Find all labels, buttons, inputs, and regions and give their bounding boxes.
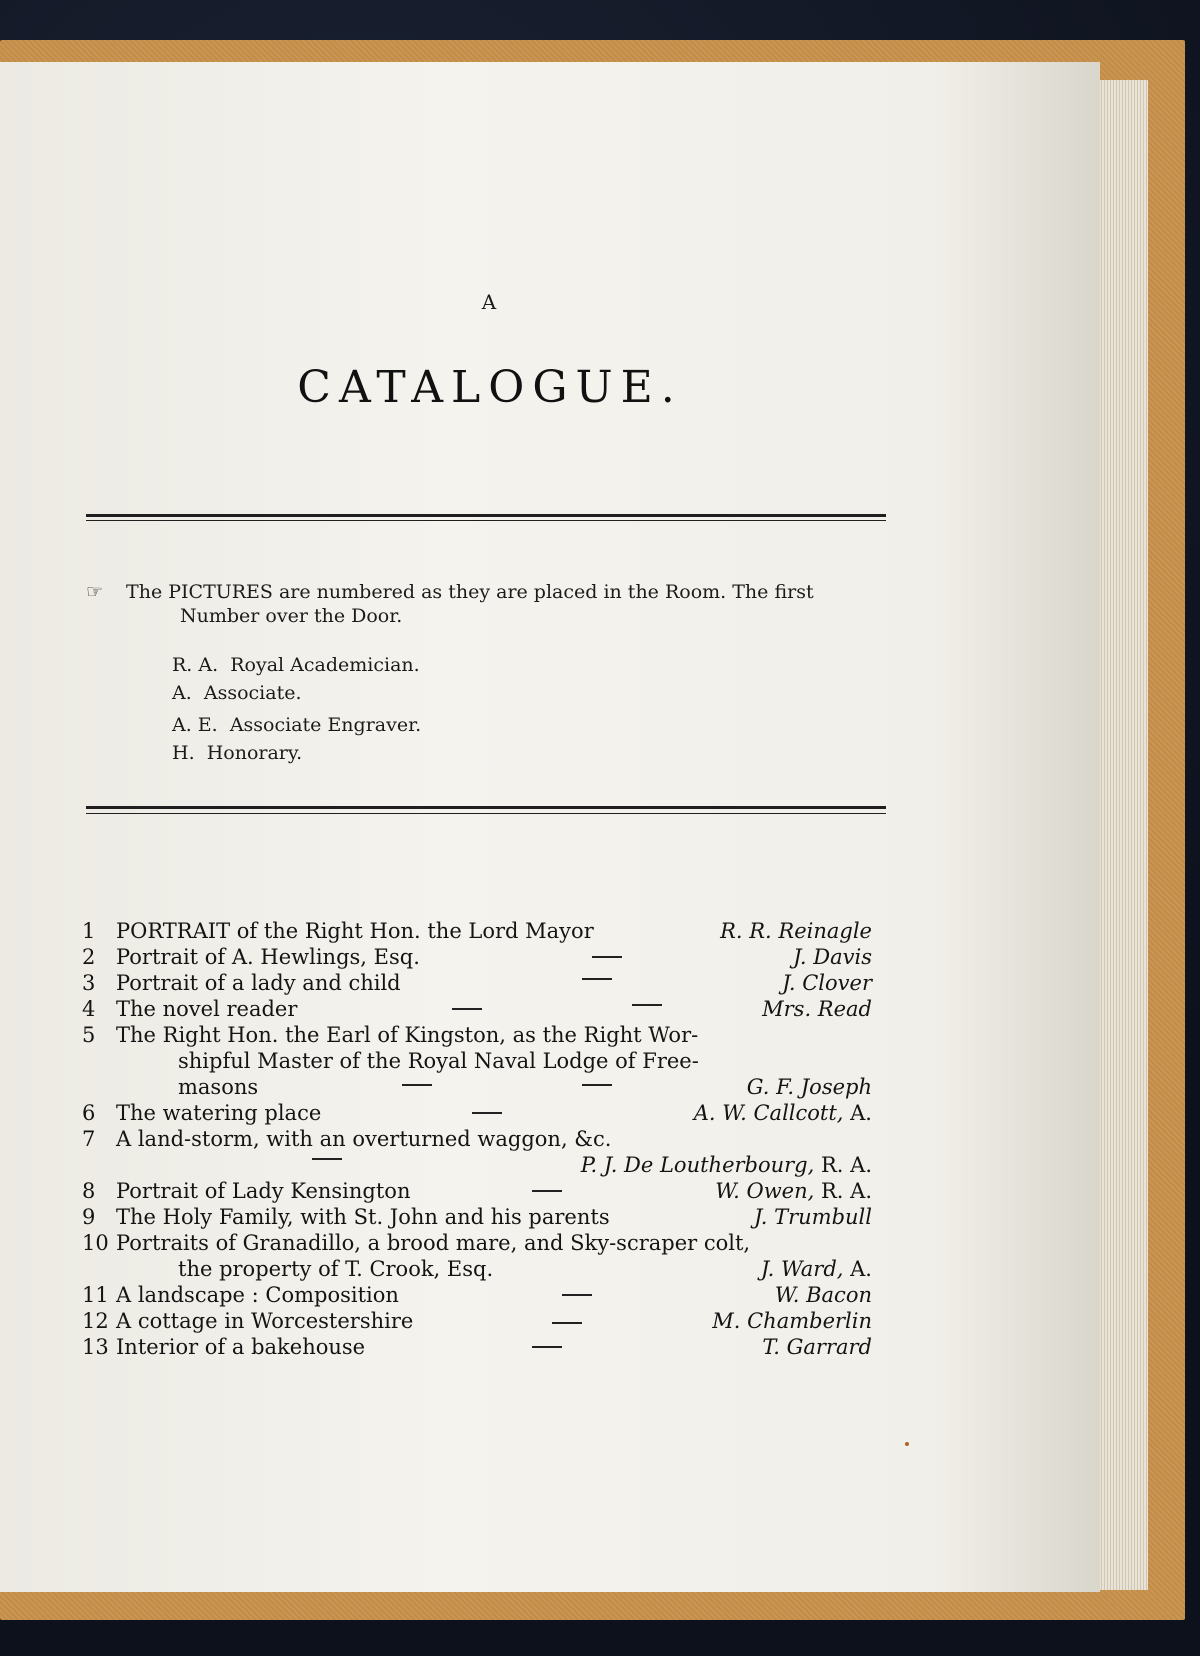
entry-title: The watering place: [116, 1101, 322, 1125]
entry-artist: A. W. Callcott, A.: [693, 1101, 872, 1125]
entry-artist: J. Ward, A.: [760, 1257, 872, 1281]
dash: [532, 1346, 562, 1348]
list-item: 10 Portraits of Granadillo, a brood mare, and Sky-scraper colt, the property of T. Crook, Esq. J. Ward, A.: [82, 1231, 872, 1281]
list-item: 5 The Right Hon. the Earl of Kingston, as the Right Wor- shipful Master of the Royal Naval Lodge of Free- masons: [82, 1022, 872, 1100]
dash: [312, 1158, 342, 1160]
entry-title-continued: the property of T. Crook, Esq.: [178, 1257, 494, 1281]
list-item: 11 A landscape : Composition W. Bacon: [82, 1283, 872, 1307]
entry-artist: W. Owen, R. A.: [715, 1179, 872, 1203]
entry-title: Portraits of Granadillo, a brood mare, and Sky-scraper colt,: [116, 1231, 751, 1255]
entry-artist: J. Trumbull: [753, 1205, 872, 1229]
catalogue-page: [0, 62, 1100, 1592]
entry-artist: Mrs. Read: [762, 997, 872, 1021]
list-item: 13 Interior of a bakehouse T. Garrard: [82, 1335, 872, 1359]
dash: [532, 1190, 562, 1192]
entry-artist: W. Bacon: [774, 1283, 872, 1307]
entry-artist: P. J. De Loutherbourg, R. A.: [580, 1153, 872, 1177]
dash: [452, 1008, 482, 1010]
abbreviation-item: R. A. Royal Academician.: [172, 654, 420, 676]
entry-title-continued: shipful Master of the Royal Naval Lodge of Free-: [178, 1049, 699, 1073]
abbreviation-item: A. Associate.: [172, 682, 302, 704]
dash: [582, 978, 612, 980]
abbreviation-item: H. Honorary.: [172, 742, 303, 764]
entry-artist: J. Davis: [793, 945, 872, 969]
entry-title: The novel reader: [116, 997, 298, 1021]
page-title: CATALOGUE.: [297, 362, 683, 413]
entry-artist: G. F. Joseph: [746, 1075, 872, 1099]
dash: [472, 1112, 502, 1114]
entry-artist: J. Clover: [782, 971, 872, 995]
dash: [632, 1004, 662, 1006]
numbering-note: [86, 580, 886, 628]
list-item: 2 Portrait of A. Hewlings, Esq. J. Davis: [82, 945, 872, 969]
note-line-1: The PICTURES are numbered as they are placed in the Room. The first: [126, 581, 814, 603]
note-line-2: Number over the Door.: [180, 605, 403, 627]
middle-rule-thin: [86, 813, 886, 814]
catalogue-entries: [82, 912, 872, 1360]
entry-title: The Right Hon. the Earl of Kingston, as the Right Wor-: [116, 1023, 699, 1047]
list-item: 12 A cottage in Worcestershire M. Chamberlin: [82, 1309, 872, 1333]
pointing-hand-icon: ☞: [86, 581, 104, 603]
dash: [552, 1322, 582, 1324]
entry-artist: R. R. Reinagle: [720, 919, 872, 943]
dash: [562, 1294, 592, 1296]
entry-title: PORTRAIT of the Right Hon. the Lord Mayor: [116, 919, 594, 943]
entry-title-continued: masons: [178, 1075, 259, 1099]
list-item: 6 The watering place G. F. Joseph A. W. Callcott, A.: [82, 1075, 872, 1125]
top-rule-thin: [86, 520, 886, 521]
list-item: 3 Portrait of a lady and child J. Clover: [82, 971, 872, 995]
entry-title: Portrait of Lady Kensington: [116, 1179, 411, 1203]
dash: [402, 1084, 432, 1086]
abbreviation-item: A. E. Associate Engraver.: [172, 714, 422, 736]
list-item: 8 Portrait of Lady Kensington W. Owen, R. A.: [82, 1179, 872, 1203]
entry-title: The Holy Family, with St. John and his parents: [116, 1205, 610, 1229]
list-item: 1 PORTRAIT of the Right Hon. the Lord Mayor R. R. Reinagle: [82, 919, 872, 943]
top-rule: [86, 514, 886, 517]
entry-artist: M. Chamberlin: [712, 1309, 872, 1333]
list-item: 9 The Holy Family, with St. John and his parents J. Trumbull: [82, 1205, 872, 1229]
entry-title: A land-storm, with an overturned waggon, &c.: [116, 1127, 612, 1151]
entry-title: Portrait of a lady and child: [116, 971, 401, 995]
list-item: 7 A land-storm, with an overturned waggon, &c.: [82, 1127, 612, 1151]
dash: [592, 956, 622, 958]
entry-artist: T. Garrard: [762, 1335, 872, 1359]
title-article: A: [481, 290, 499, 314]
dash: [582, 1084, 612, 1086]
entry-title: Portrait of A. Hewlings, Esq.: [116, 945, 420, 969]
middle-rule: [86, 806, 886, 809]
entry-title: Interior of a bakehouse: [116, 1335, 366, 1359]
entry-title: A cottage in Worcestershire: [116, 1309, 414, 1333]
foxing-spot: [905, 1442, 909, 1446]
list-item: 4 The novel reader Mrs. Read: [82, 997, 872, 1021]
entry-title: A landscape : Composition: [116, 1283, 399, 1307]
